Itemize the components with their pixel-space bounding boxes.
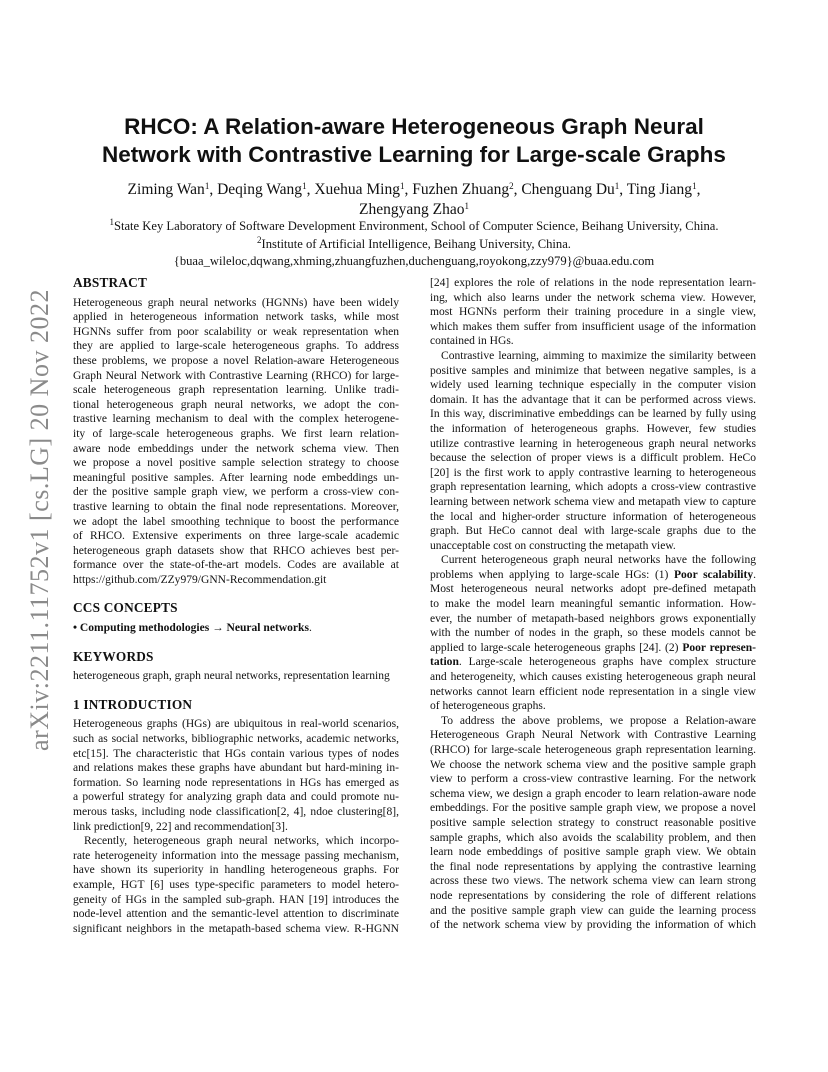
text-line: Recently, heterogeneous graph neural networks, which incorpo- — [84, 835, 399, 848]
text-line: view to perform a cross-view contrastive learning. For the network — [430, 773, 756, 786]
text-line: In this way, discriminative embeddings can be learned by fully using — [430, 408, 756, 421]
text-line: graph. But HeCo cannot deal with large-scale graphs due to the — [430, 525, 756, 538]
text-line: domain. It has the advantage that it can be performed across views. — [430, 393, 756, 406]
text-line: formation. So learning node representations in HGs has emerged as — [73, 776, 399, 789]
text-line: across these two views. The network schema view can learn strong — [430, 875, 756, 888]
author-list — [60, 180, 768, 220]
right-column — [430, 276, 756, 933]
text-line: example, HGT [6] uses type-specific parameters to model hetero- — [73, 878, 399, 891]
text-line: schema view, we design a graph encoder to learn relation-aware node — [430, 787, 756, 800]
text-line: widely used learning technique especially in the computer vision — [430, 379, 756, 392]
affiliation: State Key Laboratory of Software Development Environment, School of Computer Science, Beihang University, China. — [113, 219, 719, 233]
text-line: learn node embeddings of positive sample graph view. We obtain — [430, 846, 756, 859]
text-line: contained in HGs. — [430, 335, 514, 348]
intro-paragraph — [430, 553, 756, 714]
text-line: these problems, we propose a novel Relation-aware Heterogeneous — [73, 354, 399, 367]
affiliations — [40, 218, 788, 271]
text-line: ing, which also learns under the network schema view. However, — [430, 291, 756, 304]
keywords-body: heterogeneous graph, graph neural networks, representation learning — [73, 670, 390, 683]
text-line: Heterogeneous graphs (HGs) are ubiquitous in real-world scenarios, — [73, 718, 399, 731]
abstract-body — [73, 296, 399, 588]
intro-paragraph — [430, 714, 756, 933]
text-line: rate heterogeneity information into the message passing mechanism, — [73, 849, 399, 862]
text-line: [20] is the first work to apply contrastive learning to heterogeneous — [430, 466, 756, 479]
ccs-body — [73, 621, 399, 636]
author-affiliation-mark: 1 — [614, 181, 620, 191]
intro-paragraph — [430, 349, 756, 553]
text-fragment: problems when applying to large-scale HGs: (1) — [430, 568, 674, 581]
ccs-period: . — [308, 622, 312, 635]
text-line: der the positive sample graph view, we perform a cross-view con- — [73, 486, 399, 499]
affiliation: Institute of Artificial Intelligence, Beihang University, China. — [261, 236, 571, 251]
text-line: and relations makes these graphs have abundant but hard-mining in- — [73, 762, 399, 775]
author-name: , Ting Jiang — [619, 181, 693, 198]
text-line: we propose a novel positive sample selection strategy to choose — [73, 457, 399, 470]
text-line — [430, 655, 756, 670]
text-line: applied in heterogeneous information network tasks, while most — [73, 311, 399, 324]
author-affiliation-mark: 1 — [464, 201, 469, 211]
text-line: Current heterogeneous graph neural networks have the following — [441, 554, 756, 567]
emphasis-poor-representation: tation — [430, 656, 459, 669]
text-line: of heterogeneous graphs. — [430, 700, 546, 713]
text-line: aware node embeddings under the network schema view. Then — [73, 442, 399, 455]
text-line: Graph Neural Network with Contrastive Learning (RHCO) for large- — [73, 369, 399, 382]
text-line: geneity of HGs in the sampled sub-graph. HAN [19] introduces the — [73, 893, 399, 906]
arxiv-sidebar-stamp — [22, 280, 58, 760]
text-line — [430, 641, 756, 656]
text-fragment: . — [753, 568, 756, 581]
text-line: Contrastive learning, aimming to maximize the similarity between — [441, 349, 756, 362]
emphasis-poor-representation: Poor represen- — [682, 641, 757, 654]
code-link[interactable]: https://github.com/ZZy979/GNN-Recommendation.git — [73, 573, 327, 586]
text-line: trastive learning mechanism to deal with the complex heterogene- — [73, 413, 399, 426]
text-line: networks cannot learn efficient node representation in a single view — [430, 685, 756, 698]
text-line: trastive learning to obtain the final node representations. Moreover, — [73, 500, 399, 513]
text-line: have shown its superiority in handling heterogeneous graphs. For — [73, 864, 399, 877]
arxiv-identifier: arXiv:2211.11752v1 [cs.LG] 20 Nov 2022 — [25, 289, 54, 751]
text-line: link prediction[9, 22] and recommendation[3]. — [73, 820, 288, 833]
text-line: scale heterogeneous graph representation learning. Unlike tradi- — [73, 384, 399, 397]
text-line: and the positive sample graph view can guide the learning process — [430, 904, 756, 917]
text-line: To address the above problems, we propose a Relation-aware — [441, 714, 756, 727]
author-name: , Fuzhen Zhuang — [404, 181, 510, 198]
text-line: [24] explores the role of relations in the node representation learn- — [430, 277, 756, 289]
text-line: formance over the state-of-the-art models. Codes are available at — [73, 559, 399, 572]
text-line: graph representation learning, which adopts a cross-view contrastive — [430, 481, 756, 494]
author-name: Zhengyang Zhao — [359, 201, 465, 218]
author-name: , Deqing Wang — [209, 181, 303, 198]
text-line: the information of heterogeneous graphs. However, few studies — [430, 422, 756, 435]
text-line: embeddings. For the positive sample graph view, we propose a novel — [430, 802, 756, 815]
author-name: , Chenguang Du — [513, 181, 615, 198]
text-line: the local and higher-order structure information of heterogeneous — [430, 510, 756, 523]
text-line: Heterogeneous graph neural networks (HGNNs) have been widely — [73, 296, 399, 309]
text-line: we adopt the label smoothing technique to boost the performance — [73, 515, 399, 528]
text-line: etc[15]. The characteristic that HGs contain various types of nodes — [73, 747, 399, 760]
abstract-heading: ABSTRACT — [73, 275, 148, 290]
author-affiliation-mark: 2 — [509, 181, 514, 191]
affiliation-mark: 1 — [109, 217, 114, 227]
title-line: RHCO: A Relation-aware Heterogeneous Graph Neural — [124, 114, 704, 139]
author-affiliation-mark: 1 — [204, 181, 210, 191]
text-line: sample graphs, which also avoids the scalability problem, and then — [430, 831, 756, 844]
author-affiliation-mark: 1 — [399, 181, 405, 191]
text-line: of the network schema view by providing the information of which — [430, 919, 756, 932]
text-line: of RHCO. Extensive experiments on three large-scale academic — [73, 530, 399, 543]
title-line: Network with Contrastive Learning for Large-scale Graphs — [102, 142, 726, 167]
text-line: learning between network schema view and metapath view to capture — [430, 495, 756, 508]
text-line: Heterogeneous Graph Neural Network with Contrastive Learning — [430, 729, 756, 742]
section-heading-introduction: 1 INTRODUCTION — [73, 696, 193, 712]
text-line: most HGNNs perform their training procedure in a single view, — [430, 306, 756, 319]
text-line: node-level attention and the semantic-level attention to discriminate — [73, 908, 399, 921]
text-line: which makes them suffer from insufficient usage of the information — [430, 320, 756, 333]
text-line: the final node representations by applying the contrastive learning — [430, 860, 756, 873]
text-line: ity of large-scale heterogeneous graphs. We first learn relation- — [73, 427, 399, 440]
affiliation-mark: 2 — [257, 234, 262, 245]
text-line: because the selection of proper views is a difficult problem. HeCo — [430, 452, 756, 465]
emphasis-poor-scalability: Poor scalability — [673, 568, 754, 581]
text-line: such as social networks, bibliographic networks, academic networks, — [73, 733, 399, 746]
text-line: positive samples and minimize that between negative samples, is a — [430, 364, 756, 377]
text-line: node representations by considering the role of different relations — [430, 889, 756, 902]
text-line: with the number of nodes in the graph, so these models cannot be — [430, 627, 756, 640]
intro-paragraph — [430, 276, 756, 349]
ccs-concept: • Computing methodologies → Neural networks — [73, 622, 309, 635]
text-line: HGNNs suffer from poor scalability or weak representation when — [73, 325, 399, 338]
text-line — [430, 568, 756, 583]
text-line: utilize contrastive learning in heterogeneous graph neural networks — [430, 437, 756, 450]
intro-paragraph — [73, 717, 399, 834]
text-line: significant neighbors in the metapath-based schema view. R-HGNN — [73, 922, 399, 935]
text-line: ever, the number of metapath-based neighbors grows exponentially — [430, 612, 756, 625]
text-line: merous tasks, including node classification[2, 4], ndoe clustering[8], — [73, 806, 399, 818]
keywords-heading: KEYWORDS — [73, 648, 154, 664]
text-line: tional heterogeneous graph neural networks, we adopt the con- — [73, 398, 399, 411]
text-line: a powerful strategy for analyzing graph data and could promote nu- — [73, 791, 399, 804]
text-line: to make the model learn meaningful semantic information. How- — [430, 598, 756, 611]
author-name: , Xuehua Ming — [306, 181, 400, 198]
text-line: (RHCO) for large-scale heterogeneous graph representation learning. — [430, 744, 756, 756]
text-line: unacceptable cost on constructing the metapath view. — [430, 539, 676, 552]
text-line: Most heterogeneous neural networks adopt pre-defined metapath — [430, 583, 756, 596]
text-line: We choose the network schema view and the positive sample graph — [430, 758, 756, 771]
text-fragment: . Large-scale heterogeneous graphs have complex structure — [458, 656, 756, 669]
text-line: they are applied to large-scale heterogeneous graphs. To address — [73, 340, 399, 353]
text-line: and heterogeneity, which causes existing heterogeneous graph neural — [430, 671, 756, 684]
text-fragment: applied to large-scale heterogeneous graphs [24]. (2) — [430, 641, 683, 654]
author-name: Ziming Wan — [127, 181, 205, 198]
author-affiliation-mark: 1 — [302, 181, 307, 191]
intro-paragraph — [73, 834, 399, 936]
author-affiliation-mark: 1 — [692, 181, 697, 191]
author-separator: , — [696, 181, 701, 198]
text-line: heterogeneous graph datasets show that RHCO achieves best per- — [73, 544, 399, 557]
text-line: positive sample selection strategy to construct reasonable positive — [430, 816, 756, 829]
paper-title — [60, 113, 768, 169]
author-emails: {buaa_wileloc,dqwang,xhming,zhuangfuzhen,duchenguang,royokong,zzy979}@buaa.edu.com — [173, 254, 655, 268]
left-column — [73, 276, 399, 936]
ccs-heading: CCS CONCEPTS — [73, 600, 178, 616]
text-line: meaningful positive samples. After learning node embeddings un- — [73, 471, 399, 484]
